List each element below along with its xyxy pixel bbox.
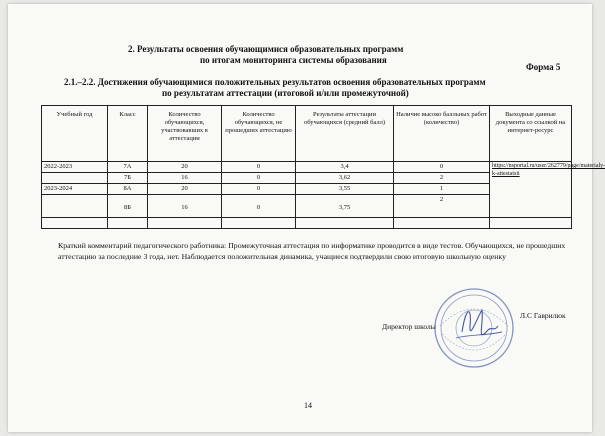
round-school-seal-icon	[432, 286, 516, 370]
cell-average: 3,62	[296, 173, 394, 184]
cell-failed	[222, 218, 296, 229]
subsection-heading-line1: 2.1.–2.2. Достижения обучающимися положительных результатов освоения образовательных программ	[64, 77, 486, 87]
cell-participated: 20	[148, 184, 222, 195]
section-heading-line1: 2. Результаты освоения обучающимися образовательных программ	[128, 44, 404, 54]
cell-failed: 0	[222, 173, 296, 184]
cell-average: 3,4	[296, 162, 394, 173]
cell-average: 3,55	[296, 184, 394, 195]
cell-participated	[148, 218, 222, 229]
column-header-class: Класс	[108, 106, 148, 162]
table-row	[42, 162, 572, 173]
table-row	[42, 218, 572, 229]
subsection-heading	[64, 77, 544, 99]
cell-class: 8Б	[108, 195, 148, 218]
teacher-comment: Краткий комментарий педагогического работника: Промежуточная аттестация по информатике проводится в виде тестов. Обучающихся, не прошедших аттестацию за последние 3 года, нет. Наблюдается положительная динамика, учащиеся подтвердили свою итоговую школьную оценку	[58, 241, 566, 261]
column-header-high-score: Наличие высоко балльных работ (количество)	[394, 106, 490, 162]
column-header-failed: Количество обучающихся, не прошедших аттестацию	[222, 106, 296, 162]
cell-document-link	[490, 218, 572, 229]
cell-failed: 0	[222, 184, 296, 195]
cell-high-score: 0	[394, 162, 490, 173]
cell-high-score	[394, 218, 490, 229]
column-header-average: Результаты аттестации обучающихся (средний балл)	[296, 106, 394, 162]
cell-high-score: 1	[394, 184, 490, 195]
cell-year	[42, 173, 108, 184]
section-heading	[128, 44, 488, 66]
cell-average: 3,75	[296, 195, 394, 218]
page-number: 14	[304, 401, 312, 410]
cell-year	[42, 195, 108, 218]
section-heading-line2: по итогам мониторинга системы образования	[200, 55, 387, 65]
form-number: Форма 5	[526, 62, 561, 72]
signer-title: Директор школы	[382, 322, 436, 331]
column-header-year: Учебный год	[42, 106, 108, 162]
column-header-participated: Количество обучающихся, участвовавших в аттестации	[148, 106, 222, 162]
cell-class: 7А	[108, 162, 148, 173]
cell-class: 8А	[108, 184, 148, 195]
cell-year: 2023-2024	[42, 184, 108, 195]
signer-name: Л.С Гаврилюк	[520, 311, 566, 320]
cell-failed: 0	[222, 162, 296, 173]
document-link[interactable]: https://nsportal.ru/user/262779/page/materialy-k-attestatsii	[490, 162, 572, 218]
cell-participated: 16	[148, 173, 222, 184]
table-header-row	[42, 106, 572, 162]
cell-year	[42, 218, 108, 229]
cell-participated: 16	[148, 195, 222, 218]
document-page	[8, 4, 605, 432]
subsection-heading-line2: по результатам аттестации (итоговой и/или промежуточной)	[162, 88, 409, 98]
cell-average	[296, 218, 394, 229]
cell-class	[108, 218, 148, 229]
cell-year: 2022-2023	[42, 162, 108, 173]
cell-class: 7Б	[108, 173, 148, 184]
cell-failed: 0	[222, 195, 296, 218]
column-header-document-link: Выходные данные документа со ссылкой на интернет-ресурс	[490, 106, 572, 162]
attestation-results-table	[41, 105, 605, 229]
cell-high-score: 2	[394, 173, 490, 184]
cell-high-score: 2	[394, 195, 490, 218]
cell-participated: 20	[148, 162, 222, 173]
